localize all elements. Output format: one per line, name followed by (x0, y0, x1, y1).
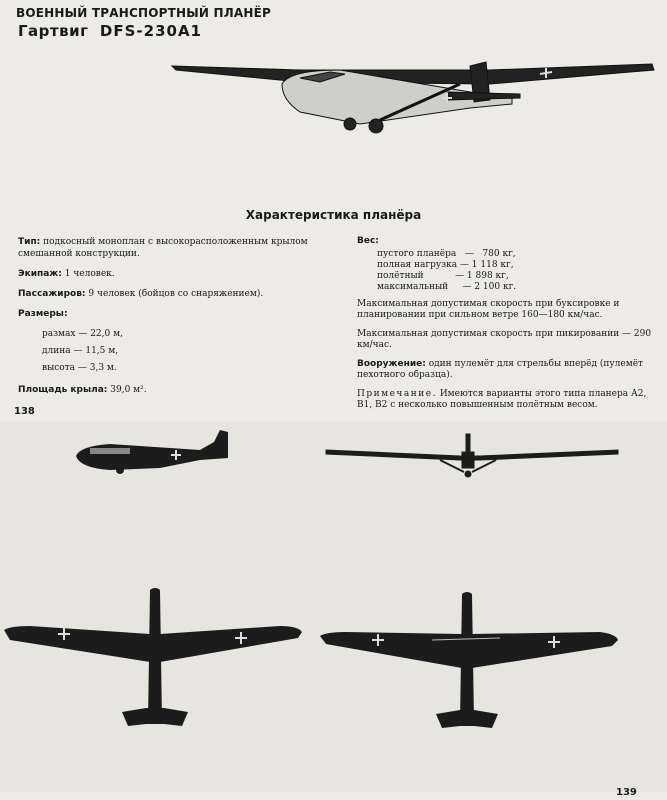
top-view-silhouette-left (4, 588, 302, 726)
header-category: ВОЕННЫЙ ТРАНСПОРТНЫЙ ПЛАНЁР (16, 6, 272, 20)
spec-type: Тип: подкосный моноплан с высокорасположенным крылом смешанной конструкции. (18, 237, 308, 259)
spec-passengers: Пассажиров: 9 человек (бойцов со снаряжением). (18, 289, 264, 299)
spec-armament: Вооружение: один пулемёт для стрельбы вперёд (пулемёт пехотного образца). (357, 359, 644, 380)
spec-weights (377, 249, 659, 293)
specs-right-column (357, 236, 659, 411)
spec-speed-tow: Максимальная допустимая скорость при буксировке и планировании при сильном ветре 160—180 км/час. (357, 299, 620, 320)
header-model: DFS-230A1 (99, 22, 202, 40)
top-view-silhouette-right (320, 592, 618, 728)
spec-dimensions-label: Размеры: (18, 309, 68, 319)
header-designer: Гартвиг (18, 22, 89, 40)
dim-height: высота — 3,3 м. (42, 363, 117, 373)
dim-length: длина — 11,5 м, (42, 346, 119, 356)
section-title: Характеристика планёра (245, 208, 422, 222)
weight-flight: полётный — 1 898 кг, (377, 271, 509, 281)
glider-silhouettes (0, 422, 667, 792)
weight-load: полная нагрузка — 1 118 кг, (377, 260, 514, 270)
spec-speed-dive: Максимальная допустимая скорость при пикировании — 290 км/час. (357, 329, 652, 350)
spec-wing-area: Площадь крыла: 39,0 м². (18, 385, 147, 395)
spec-dimensions (42, 328, 336, 374)
spec-crew: Экипаж: 1 человек. (18, 269, 115, 279)
glider-perspective-illustration (0, 0, 667, 200)
dim-span: размах — 22,0 м, (42, 329, 123, 339)
front-view-silhouette (326, 434, 618, 477)
side-view-silhouette (76, 430, 228, 474)
specs-left-column (18, 236, 336, 404)
weight-max: максимальный — 2 100 кг. (377, 282, 517, 292)
spec-weight-label: Вес: (357, 236, 379, 246)
weight-empty: пустого планёра — 780 кг, (377, 249, 516, 259)
page-number-left: 138 (14, 406, 35, 417)
page-number-right: 139 (616, 787, 637, 798)
spec-note: Примечание. Имеются варианты этого типа планера А2, В1, В2 с несколько повышенным полётным весом. (357, 389, 647, 410)
silhouette-plate (0, 422, 667, 792)
